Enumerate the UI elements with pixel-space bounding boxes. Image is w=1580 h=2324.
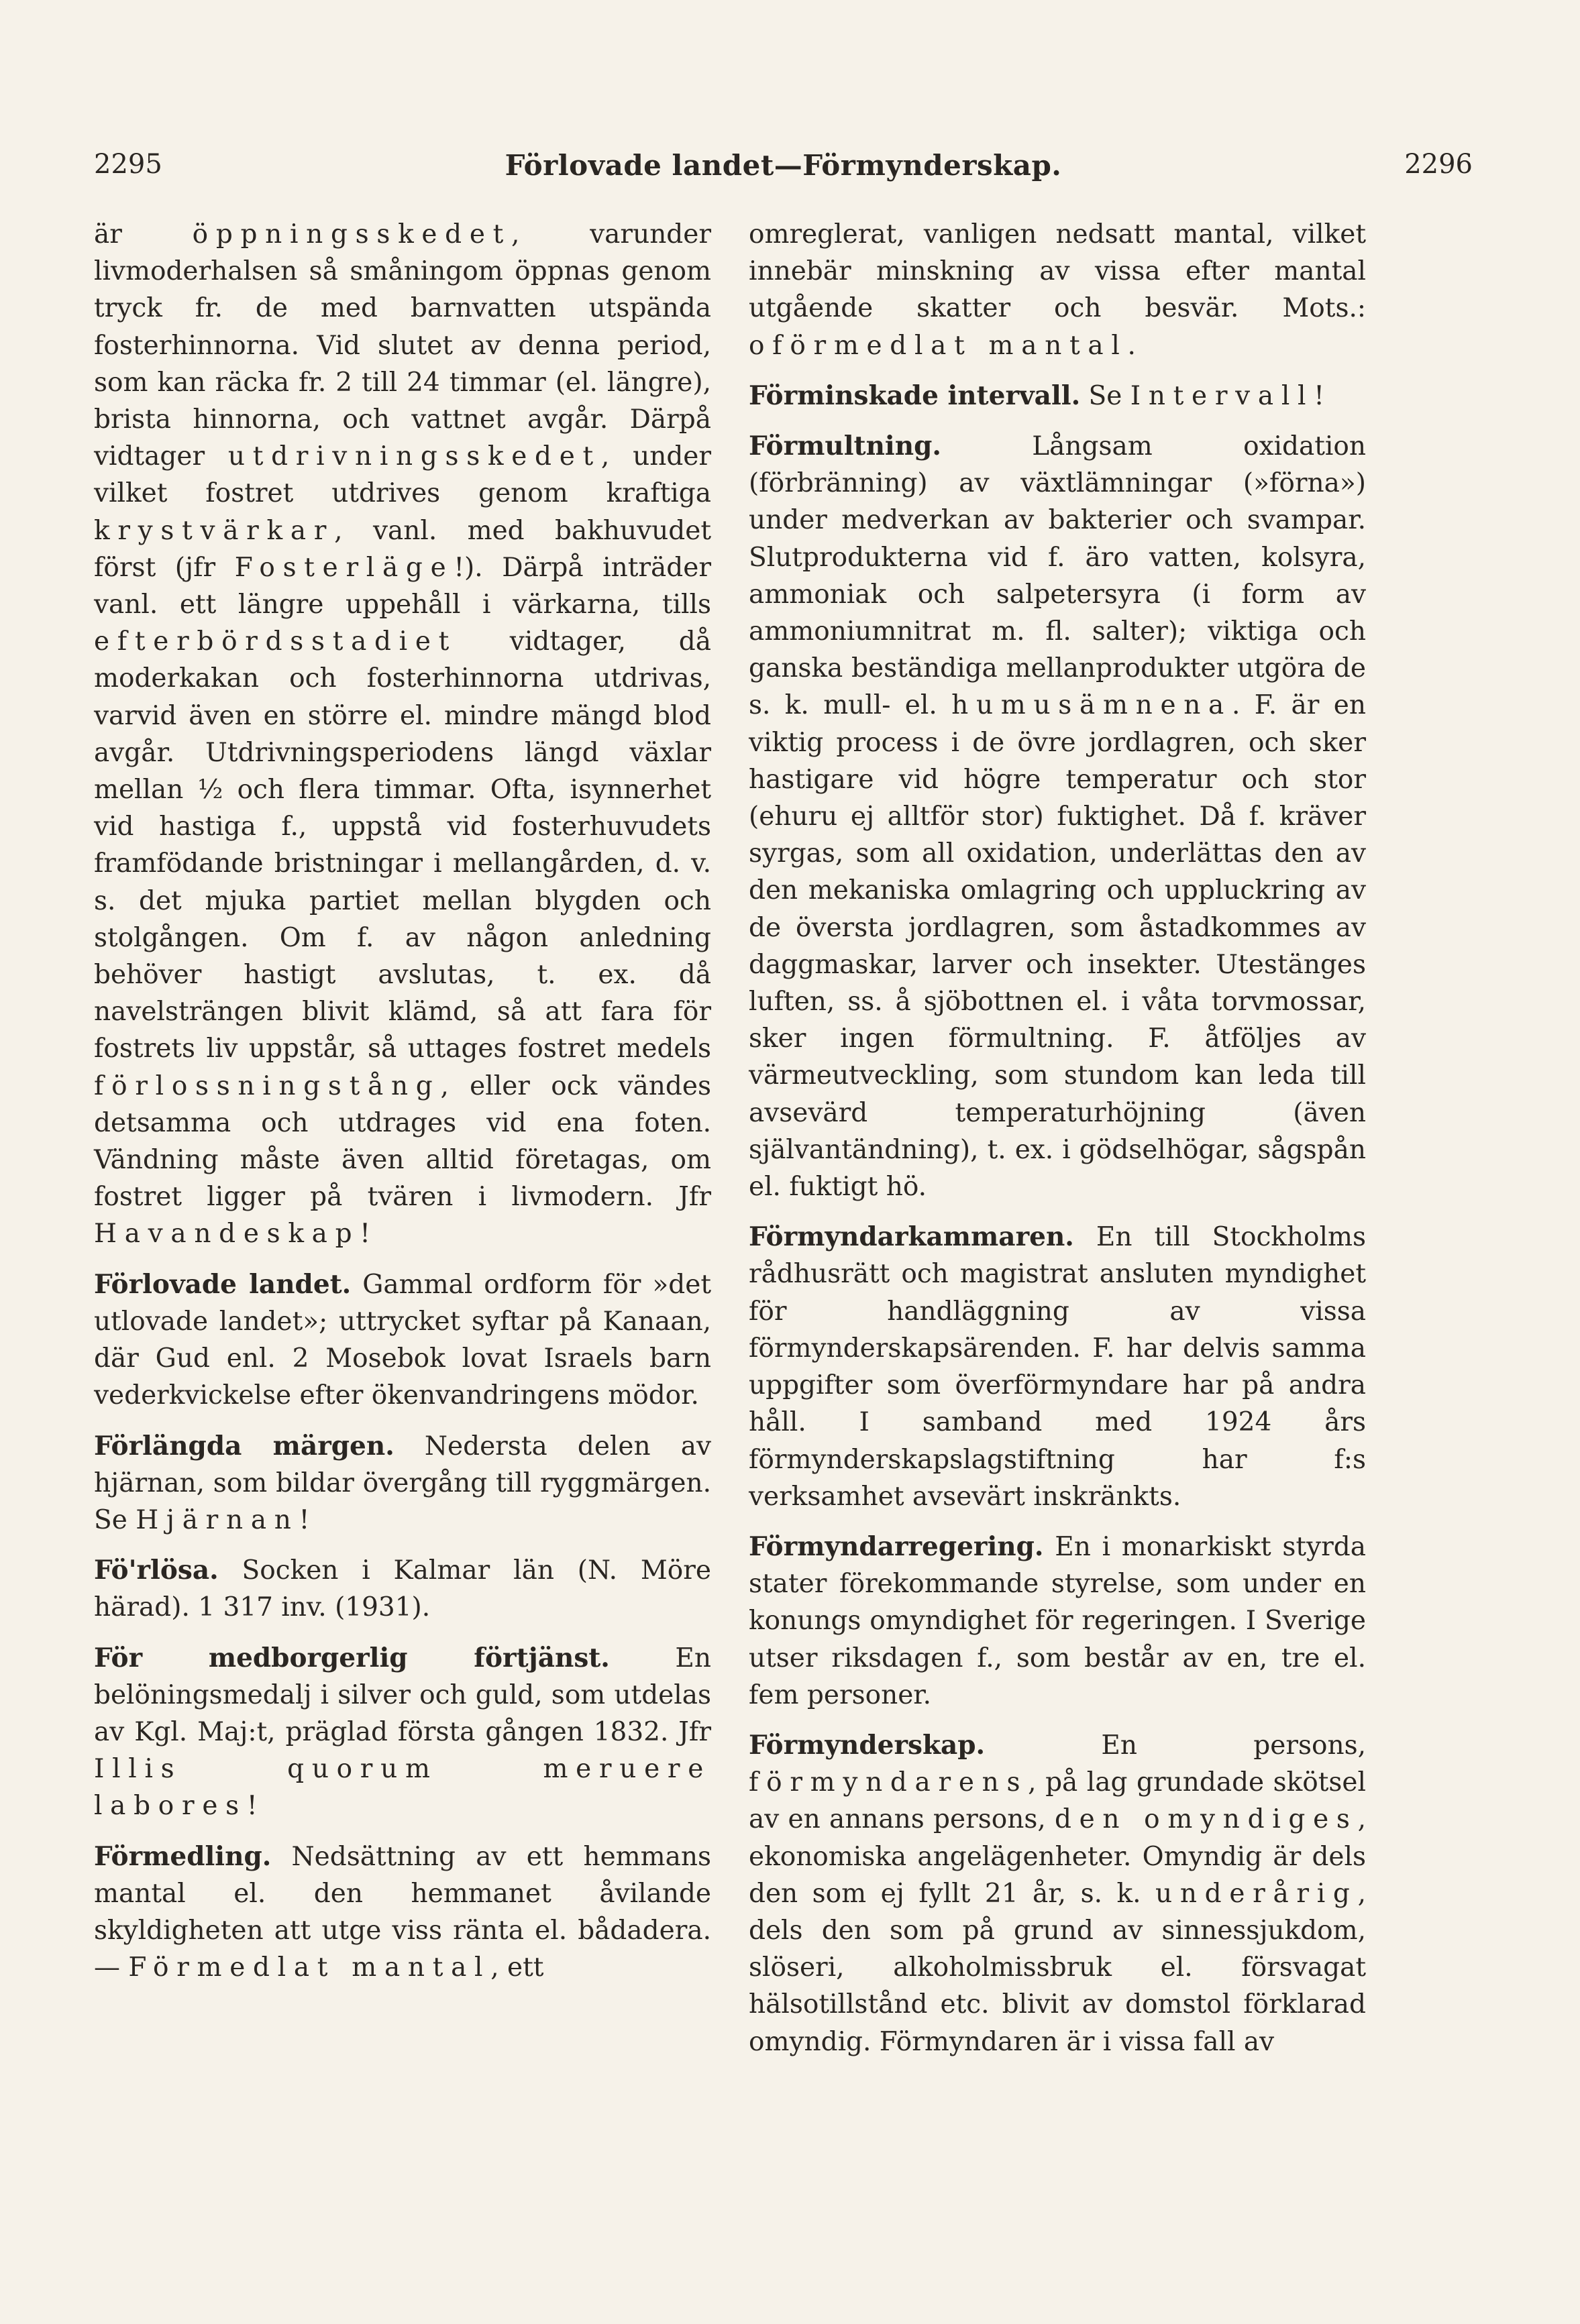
page-header	[94, 149, 1473, 189]
body-text: !	[246, 1791, 258, 1822]
spaced-term: den omyndiges	[1054, 1804, 1358, 1835]
spaced-term: Hjärnan	[136, 1504, 299, 1535]
body-text: !	[1314, 380, 1324, 411]
spaced-term: humusämnena	[951, 690, 1232, 721]
entry-paragraph	[749, 1727, 1366, 2060]
spaced-term: förlossningstång	[94, 1070, 441, 1101]
entry-headword: Förmedling.	[94, 1840, 272, 1872]
body-text: Långsam oxidation (förbränning) av växtlämningar (»förna») under medverkan av bakterier och svampar. Slutprodukterna vid f. äro vatten, kolsyra, ammoniak och salpetersyra (i form av ammoniumnitrat m. fl. salter); viktiga och ganska beständiga mellanprodukter utgöra de s. k. mull- el.	[749, 431, 1366, 721]
entry-headword: Förlängda märgen.	[94, 1430, 394, 1461]
body-text: . F. är en viktig process i de övre jordlagren, och sker hastigare vid högre temperatur och stor (ehuru ej alltför stor) fuktighet. Då f. kräver syrgas, som all oxidation, underlättas den av den mekaniska omlagring och uppluckring av de översta jordlagren, som åstadkommes av daggmaskar, larver och insekter. Utestänges luften, ss. å sjöbottnen el. i våta torvmossar, sker ingen förmultning. F. åtföljes av värmeutveckling, som stundom kan leda till avsevärd temperaturhöjning (även självantändning), t. ex. i gödselhögar, sågspån el. fuktigt hö.	[749, 690, 1367, 1203]
spaced-term: Intervall	[1130, 380, 1314, 411]
entry-paragraph	[94, 1428, 711, 1539]
running-title: Förlovade landet—Förmynderskap.	[505, 149, 1062, 182]
body-text: , dels den som på grund av sinnessjukdom, slöseri, alkoholmissbruk el. försvagat hälsotillstånd etc. blivit av domstol förklarad omyndig. Förmyndaren är i vissa fall av	[749, 1878, 1366, 2057]
body-text: , eller ock vändes detsamma och utdrages vid ena foten. Vändning måste även alltid företagas, om fostret ligger på tvären i livmodern. Jfr	[94, 1070, 711, 1213]
body-text: Nedersta delen av hjärnan, som bildar övergång till ryggmärgen. Se	[94, 1431, 711, 1535]
body-text: .	[1127, 330, 1136, 361]
entry-paragraph	[94, 216, 711, 1253]
body-text: , ekonomiska angelägenheter. Omyndig är dels den som ej fyllt 21 år, s. k.	[749, 1804, 1366, 1909]
body-text: är	[94, 219, 193, 250]
spaced-term: öppningsskedet	[192, 219, 511, 250]
entry-paragraph	[94, 1838, 711, 1987]
entry-paragraph	[749, 378, 1366, 414]
entry-paragraph	[94, 1266, 711, 1415]
body-text: omreglerat, vanligen nedsatt mantal, vilket innebär minskning av vissa efter mantal utgående skatter och besvär. Mots.:	[749, 219, 1366, 324]
entry-paragraph	[749, 1529, 1366, 1714]
body-text: !). Därpå inträder vanl. ett längre uppehåll i värkarna, tills	[94, 552, 711, 620]
body-text: !	[299, 1504, 310, 1535]
spaced-term: Förmedlat mantal	[128, 1952, 491, 1983]
spaced-term: efterbördsstadiet	[94, 626, 458, 657]
body-text: , på lag grundade skötsel av en annans persons,	[749, 1767, 1366, 1835]
spaced-term: Havandeskap	[94, 1219, 360, 1250]
spaced-term: Fosterläge	[234, 552, 454, 583]
page-number-left: 2295	[94, 149, 162, 180]
left-column	[94, 216, 711, 1986]
spaced-term: underårig	[1155, 1878, 1358, 1909]
body-text: , ett	[490, 1952, 544, 1983]
entry-headword: Förminskade intervall.	[749, 380, 1081, 411]
body-text: En i monarkiskt styrda stater förekommande styrelse, som under en konungs omyndighet för regeringen. I Sverige utser riksdagen f., som består av en, tre el. fem personer.	[749, 1531, 1366, 1710]
body-text: Gammal ordform för »det utlovade landet»; uttrycket syftar på Kanaan, där Gud enl. 2 Mosebok lovat Israels barn vederkvickelse efter ökenvandringens mödor.	[94, 1269, 711, 1411]
entry-headword: Förmyndarregering.	[749, 1531, 1044, 1562]
body-text: , under vilket fostret utdrives genom kraftiga	[94, 441, 712, 509]
body-text: En belöningsmedalj i silver och guld, som utdelas av Kgl. Maj:t, präglad första gången 1832. Jfr	[94, 1643, 712, 1747]
entry-paragraph	[749, 428, 1366, 1205]
entry-paragraph	[94, 1552, 711, 1626]
entry-headword: Förmyndarkammaren.	[749, 1221, 1074, 1253]
body-text: Se	[1080, 380, 1130, 411]
spaced-term: krystvärkar	[94, 515, 335, 546]
entry-headword: Förmultning.	[749, 431, 941, 462]
spaced-term: oförmedlat mantal	[749, 330, 1128, 361]
body-text: vidtager, då moderkakan och fosterhinnorna utdrivas, varvid även en större el. mindre mängd blod avgår. Utdrivningsperiodens längd växlar mellan ½ och flera timmar. Ofta, isynnerhet vid hastiga f., uppstå vid fosterhuvudets framfödande bristningar i mellangården, d. v. s. det mjuka partiet mellan blygden och stolgången. Om f. av någon anledning behöver hastigt avslutas, t. ex. då navelsträngen blivit klämd, så att fara för fostrets liv uppstår, så uttages fostret medels	[94, 626, 711, 1064]
entry-headword: Fö'rlösa.	[94, 1555, 219, 1586]
page-number-right: 2296	[1404, 149, 1473, 180]
body-text: , varunder livmoderhalsen så småningom öppnas genom tryck fr. de med barnvatten utspända fosterhinnorna. Vid slutet av denna period, som kan räcka fr. 2 till 24 timmar (el. längre), brista hinnorna, och vattnet avgår. Därpå vidtager	[94, 219, 711, 472]
entry-paragraph	[749, 216, 1366, 364]
body-text: , vanl. med bakhuvudet först (jfr	[94, 515, 711, 583]
spaced-term: utdrivningsskedet	[227, 441, 601, 472]
entry-paragraph	[94, 1640, 711, 1825]
body-text: En persons,	[985, 1730, 1366, 1761]
entry-headword: Förmynderskap.	[749, 1729, 986, 1761]
entry-headword: För medborgerlig förtjänst.	[94, 1642, 610, 1673]
body-text: Nedsättning av ett hemmans mantal el. den hemmanet åvilande skyldigheten att utge viss ränta el. bådadera. —	[94, 1841, 711, 1983]
entry-headword: Förlovade landet.	[94, 1268, 352, 1300]
entry-paragraph	[749, 1219, 1366, 1515]
body-text: Socken i Kalmar län (N. Möre härad). 1 317 inv. (1931).	[94, 1555, 711, 1623]
spaced-term: förmyndarens	[749, 1767, 1029, 1798]
right-column	[749, 216, 1366, 2060]
spaced-term: Illis quorum meruere labores	[94, 1754, 711, 1822]
body-text: !	[360, 1219, 370, 1250]
body-text: En till Stockholms rådhusrätt och magistrat ansluten myndighet för handläggning av vissa förmynderskapsärenden. F. har delvis samma uppgifter som överförmyndare har på andra håll. I samband med 1924 års förmynderskapslagstiftning har f:s verksamhet avsevärt inskränkts.	[749, 1222, 1366, 1512]
